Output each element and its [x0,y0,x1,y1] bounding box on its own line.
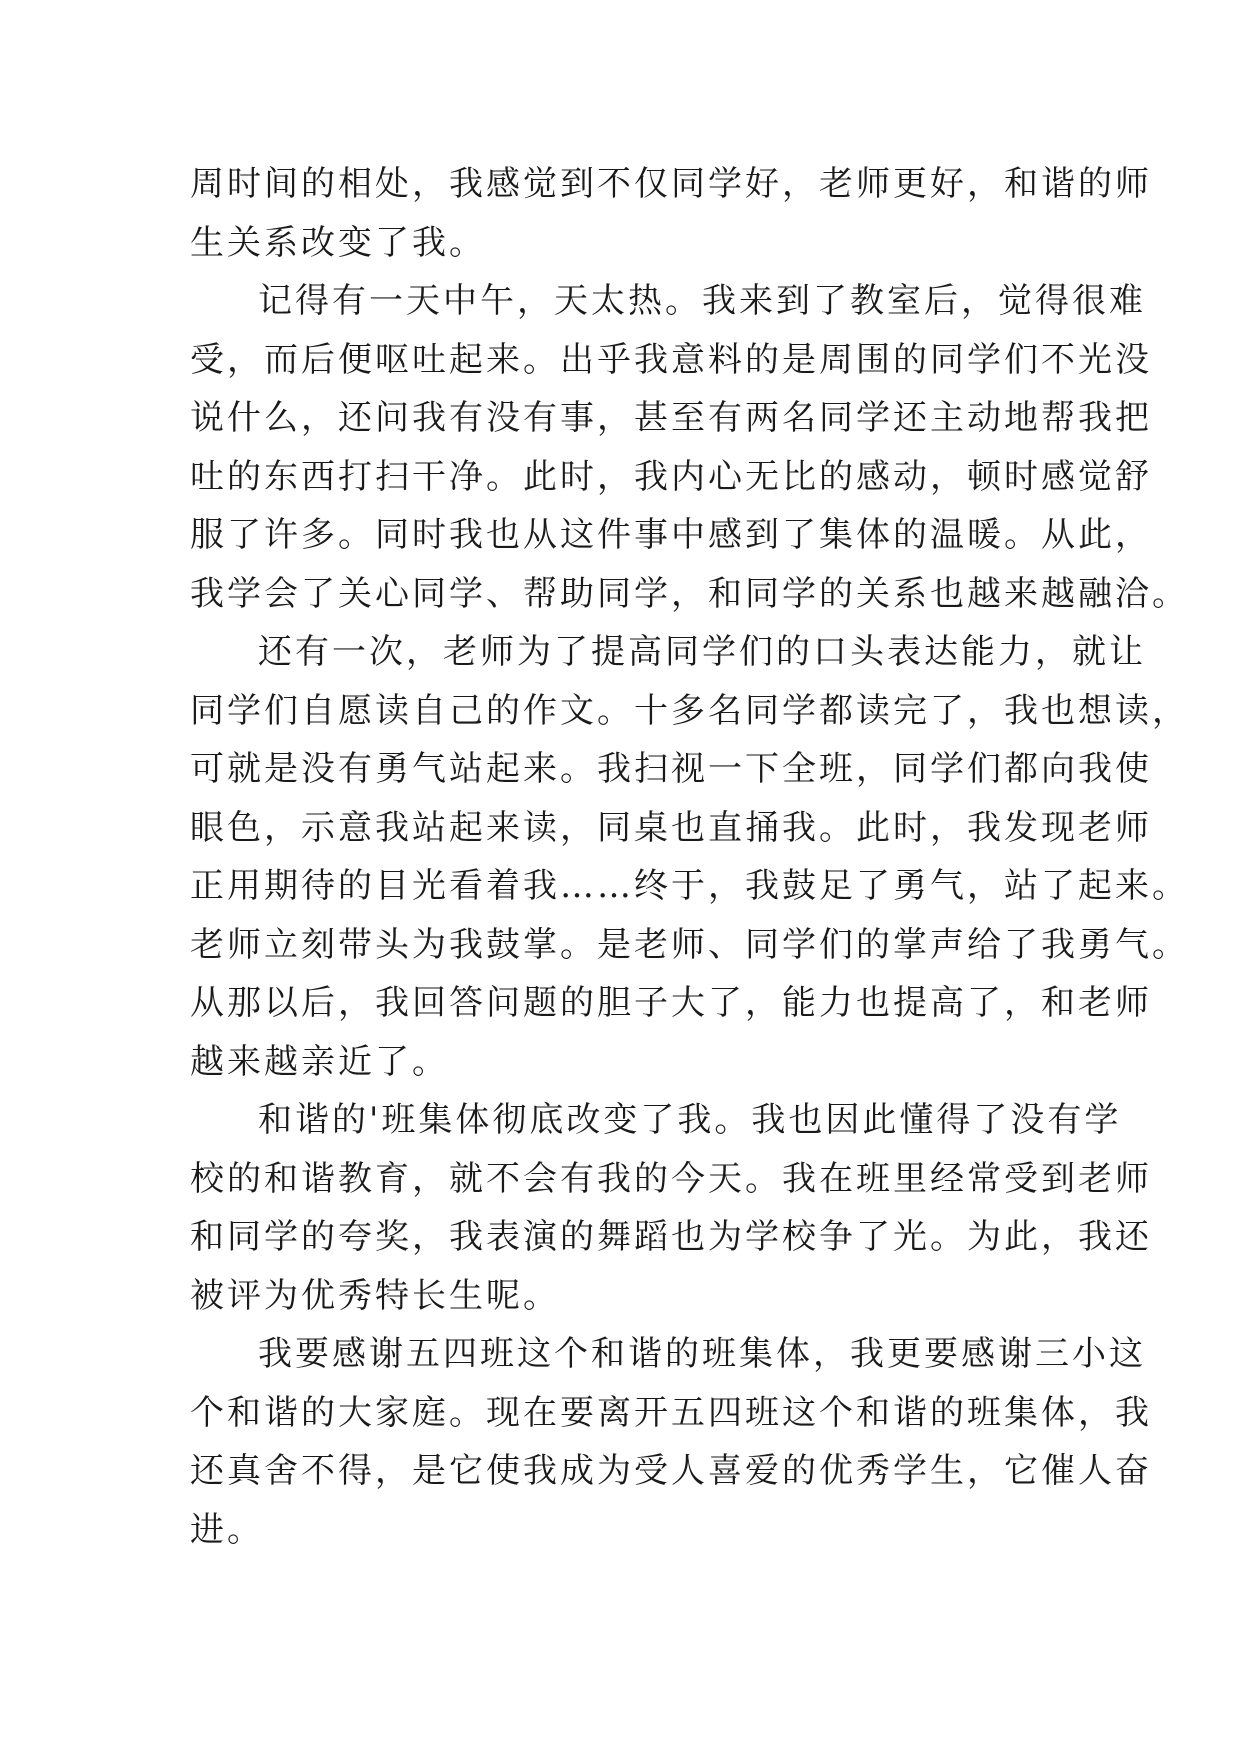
text-line: 说什么，还问我有没有事，甚至有两名同学还主动地帮我把 [190,398,1152,438]
text-line: 吐的东西打扫干净。此时，我内心无比的感动，顿时感觉舒 [190,456,1152,497]
text-line: 校的和谐教育，就不会有我的今天。我在班里经常受到老师 [190,1158,1152,1199]
paragraph-start-line: 记得有一天中午，天太热。我来到了教室后，觉得很难 [258,281,1146,321]
text-line: 被评为优秀特长生呢。 [190,1275,560,1316]
text-line: 老师立刻带头为我鼓掌。是老师、同学们的掌声给了我勇气。 [190,924,1189,965]
text-line: 个和谐的大家庭。现在要离开五四班这个和谐的班集体，我 [190,1392,1152,1433]
text-line: 越来越亲近了。 [190,1041,449,1082]
essay-body [190,155,1189,1559]
paragraph-start-line: 还有一次，老师为了提高同学们的口头表达能力，就让 [258,632,1146,672]
text-line: 进。 [190,1509,264,1550]
text-line: 周时间的相处，我感觉到不仅同学好，老师更好，和谐的师 [190,164,1152,204]
text-line: 我学会了关心同学、帮助同学，和同学的关系也越来越融洽。 [190,573,1189,614]
text-line: 还真舍不得，是它使我成为受人喜爱的优秀学生，它催人奋 [190,1451,1152,1491]
text-line: 正用期待的目光看着我……终于，我鼓足了勇气，站了起来。 [190,866,1189,906]
text-line: 同学们自愿读自己的作文。十多名同学都读完了，我也想读， [190,690,1189,731]
text-line: 从那以后，我回答问题的胆子大了，能力也提高了，和老师 [190,983,1152,1023]
text-line: 生关系改变了我。 [190,222,486,263]
text-line: 眼色，示意我站起来读，同桌也直捅我。此时，我发现老师 [190,807,1152,848]
paragraph-start-line: 和谐的'班集体彻底改变了我。我也因此懂得了没有学 [258,1100,1122,1140]
text-line: 和同学的夸奖，我表演的舞蹈也为学校争了光。为此，我还 [190,1217,1152,1257]
text-line: 受，而后便呕吐起来。出乎我意料的是周围的同学们不光没 [190,339,1152,380]
text-line: 可就是没有勇气站起来。我扫视一下全班，同学们都向我使 [190,749,1152,789]
paragraph-start-line: 我要感谢五四班这个和谐的班集体，我更要感谢三小这 [258,1334,1146,1374]
text-line: 服了许多。同时我也从这件事中感到了集体的温暖。从此， [190,515,1152,555]
